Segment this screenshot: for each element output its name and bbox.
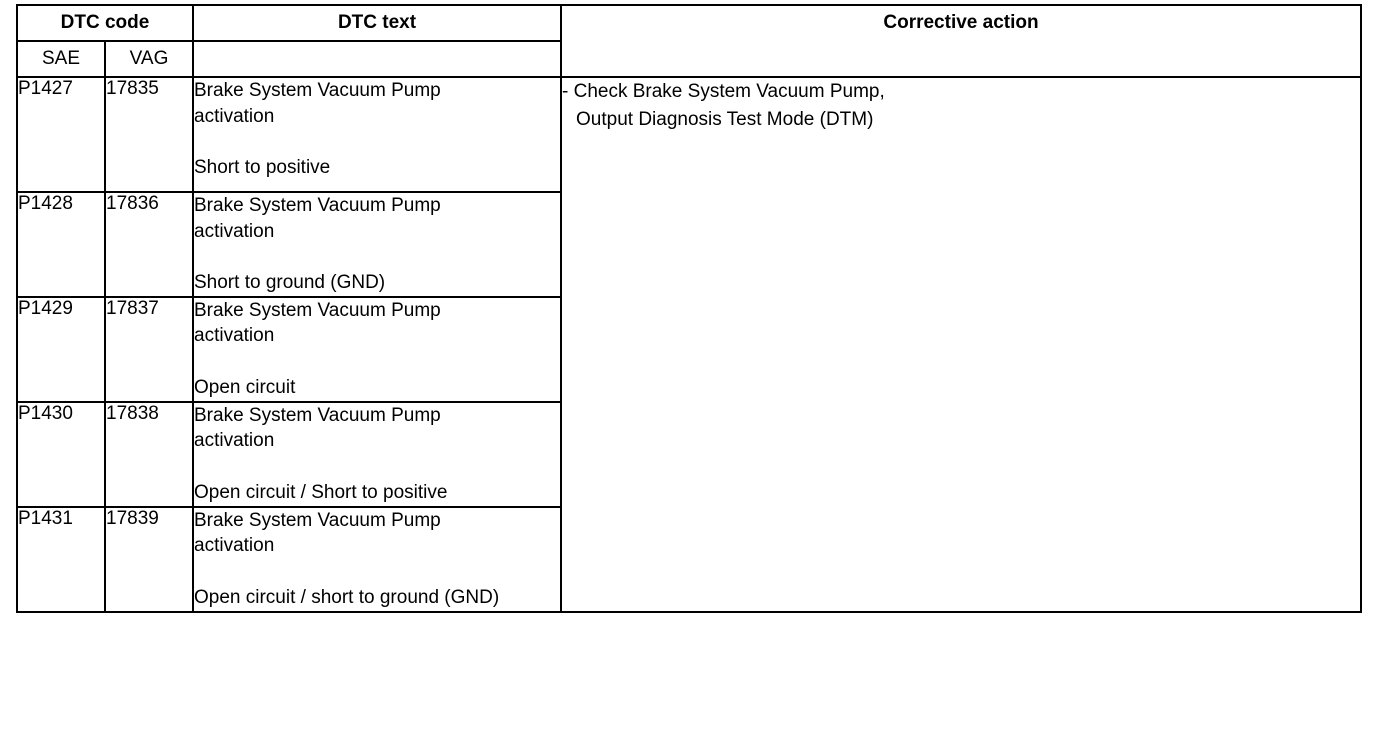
dtc-text-line-1: Brake System Vacuum Pump bbox=[194, 509, 441, 531]
cell-dtc-text bbox=[193, 402, 561, 507]
cell-sae: P1431 bbox=[17, 507, 105, 612]
dtc-text-line-2: activation bbox=[194, 105, 275, 127]
header-dtc-code: DTC code bbox=[17, 5, 193, 41]
cell-sae: P1429 bbox=[17, 297, 105, 402]
cell-vag: 17835 bbox=[105, 77, 193, 192]
dtc-text-line-3: Short to ground (GND) bbox=[194, 272, 386, 294]
header-sae: SAE bbox=[17, 41, 105, 77]
corrective-action-line-2: Output Diagnosis Test Mode (DTM) bbox=[576, 108, 874, 130]
corrective-action-line-1: - Check Brake System Vacuum Pump, bbox=[562, 81, 885, 102]
dtc-text-spacer bbox=[194, 559, 560, 585]
table-header-row-main bbox=[17, 5, 1361, 41]
table-body bbox=[17, 77, 1361, 612]
cell-dtc-text bbox=[193, 507, 561, 612]
header-vag: VAG bbox=[105, 41, 193, 77]
dtc-text-line-1: Brake System Vacuum Pump bbox=[194, 194, 441, 216]
cell-vag: 17839 bbox=[105, 507, 193, 612]
dtc-text-line-2: activation bbox=[194, 535, 275, 557]
dtc-text-line-1: Brake System Vacuum Pump bbox=[194, 299, 441, 321]
dtc-text-spacer bbox=[194, 129, 560, 155]
cell-dtc-text bbox=[193, 192, 561, 297]
cell-corrective-action bbox=[561, 77, 1361, 612]
table-header bbox=[17, 5, 1361, 77]
dtc-text-line-2: activation bbox=[194, 430, 275, 452]
cell-dtc-text bbox=[193, 297, 561, 402]
dtc-text-line-2: activation bbox=[194, 325, 275, 347]
dtc-text-line-1: Brake System Vacuum Pump bbox=[194, 404, 441, 426]
dtc-text-spacer bbox=[194, 349, 560, 375]
header-dtc-text: DTC text bbox=[193, 5, 561, 41]
cell-sae: P1427 bbox=[17, 77, 105, 192]
header-corrective-action: Corrective action bbox=[561, 5, 1361, 77]
cell-vag: 17838 bbox=[105, 402, 193, 507]
dtc-text-line-3: Open circuit / short to ground (GND) bbox=[194, 586, 500, 608]
header-dtc-text-sub-blank bbox=[193, 41, 561, 77]
dtc-table bbox=[16, 4, 1362, 613]
dtc-text-line-3: Open circuit / Short to positive bbox=[194, 482, 448, 504]
cell-vag: 17837 bbox=[105, 297, 193, 402]
dtc-text-spacer bbox=[194, 454, 560, 480]
dtc-text-line-3: Open circuit bbox=[194, 377, 296, 399]
dtc-text-spacer bbox=[194, 244, 560, 270]
dtc-text-line-2: activation bbox=[194, 220, 275, 242]
cell-sae: P1430 bbox=[17, 402, 105, 507]
dtc-text-line-1: Brake System Vacuum Pump bbox=[194, 80, 441, 101]
dtc-text-line-3: Short to positive bbox=[194, 157, 331, 179]
table-row bbox=[17, 77, 1361, 192]
cell-dtc-text bbox=[193, 77, 561, 192]
cell-sae: P1428 bbox=[17, 192, 105, 297]
cell-vag: 17836 bbox=[105, 192, 193, 297]
